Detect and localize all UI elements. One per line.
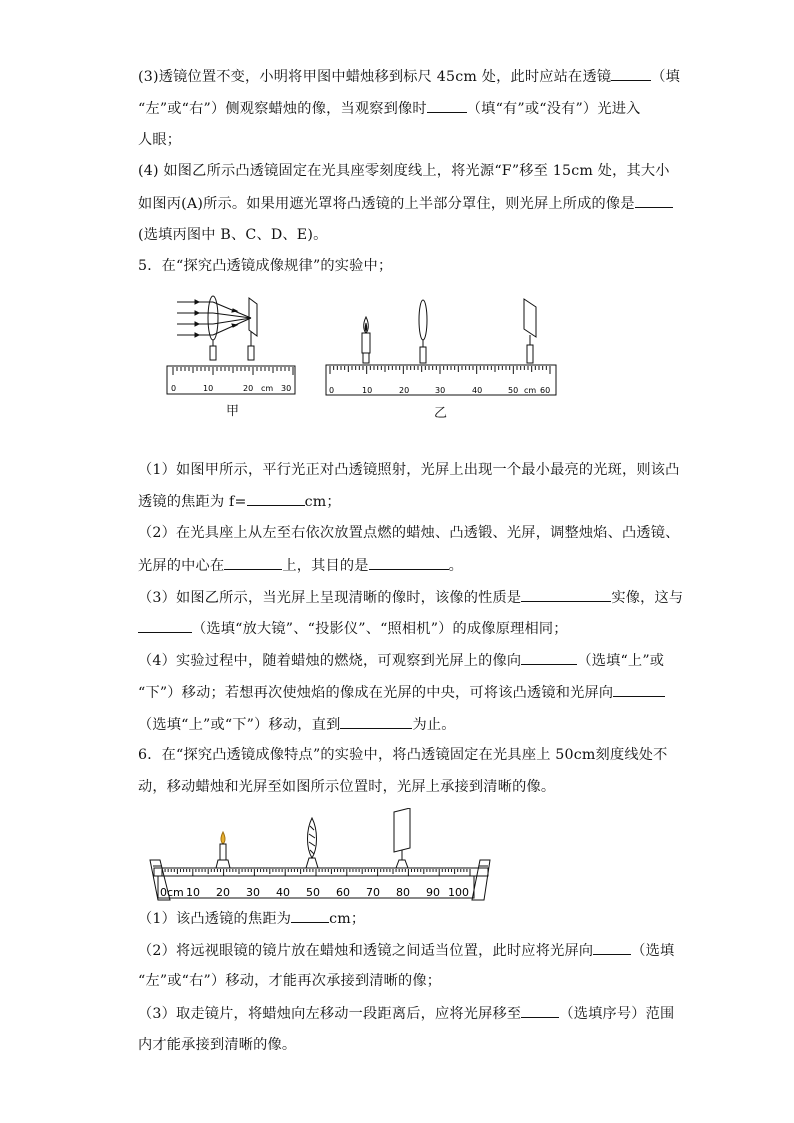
tick-label: 100 [448,886,469,899]
figure-yi [324,295,560,399]
answer-blank[interactable] [369,555,449,570]
q5-part4-line1: （4）实验过程中，随着蜡烛的燃烧，可观察到光屏上的像向 （选填“上”或 [138,650,664,671]
answer-blank[interactable] [613,682,665,697]
tick-label: 70 [366,886,380,899]
tick-label: 30 [246,886,260,899]
answer-blank[interactable] [224,555,282,570]
tick-label: 0 [329,386,335,395]
answer-blank[interactable] [593,940,631,955]
q4-part3-line3: 人眼； [138,132,182,148]
tick-label: 50 [306,886,320,899]
q6-part2-line1: （2）将远视眼镜的镜片放在蜡烛和透镜之间适当位置，此时应将光屏向 （选填 [138,940,674,961]
q4-part3-line2: “左”或“右”）侧观察蜡烛的像，当观察到像时 （填“有”或“没有”）光进入 [138,98,641,119]
answer-blank[interactable] [340,714,412,729]
q4-part4-line2: 如图丙(A)所示。如果用遮光罩将凸透镜的上半部分罩住，则光屏上所成的像是 [138,193,673,214]
q5-part1-line2: 透镜的焦距为 f= cm； [138,491,341,512]
q6-part2-line2: “左”或“右”）移动，才能再次承接到清晰的像； [138,973,442,989]
tick-label: 20 [243,384,254,393]
tick-label: 20 [399,386,410,395]
figure-jia [165,290,299,398]
answer-blank[interactable] [611,66,651,81]
q6-part3-line1: （3）取走镜片，将蜡烛向左移动一段距离后，应将光屏移至 （选填序号）范围 [138,1003,674,1024]
answer-blank[interactable] [138,618,192,633]
q5-part4-line3: （选填“上”或“下”）移动，直到 为止。 [138,714,456,735]
tick-label: 40 [276,886,290,899]
q5-part4-line2: “下”）移动；若想再次使烛焰的像成在光屏的中央，可将该凸透镜和光屏向 [138,682,665,703]
q6-part1: （1）该凸透镜的焦距为 cm； [138,908,365,929]
q6-title-line1: 6．在“探究凸透镜成像特点”的实验中，将凸透镜固定在光具座上 50cm刻度线处不 [138,747,668,763]
tick-label: 90 [426,886,440,899]
q5-title: 5．在“探究凸透镜成像规律”的实验中； [138,258,393,274]
q5-part3-line2: （选填“放大镜”、“投影仪”、“照相机”）的成像原理相同； [138,618,568,639]
q5-part1-line1: （1）如图甲所示，平行光正对凸透镜照射，光屏上出现一个最小最亮的光斑，则该凸 [138,462,680,478]
q6-title-line2: 动，移动蜡烛和光屏至如图所示位置时，光屏上承接到清晰的像。 [138,779,556,795]
tick-label: 0 [171,384,177,393]
q4-part3-line1: (3)透镜位置不变，小明将甲图中蜡烛移到标尺 45cm 处，此时应站在透镜 （填 [138,66,680,87]
tick-label: 80 [396,886,410,899]
q5-part2-line2: 光屏的中心在 上，其目的是 。 [138,555,463,576]
q4-part4-line3: (选填丙图中 B、C、D、E)。 [138,227,328,243]
tick-label: 30 [435,386,446,395]
tick-label: 10 [203,384,214,393]
tick-label: 60 [540,386,551,395]
q6-part3-line2: 内才能承接到清晰的像。 [138,1037,297,1053]
answer-blank[interactable] [427,98,467,113]
tick-label: 0cm [160,886,184,899]
answer-blank[interactable] [291,908,329,923]
tick-label: cm [524,386,537,395]
figure-jia-caption: 甲 [226,404,240,419]
answer-blank[interactable] [521,650,577,665]
q5-part3-line1: （3）如图乙所示，当光屏上呈现清晰的像时，该像的性质是 实像，这与 [138,587,683,608]
q5-part2-line1: （2）在光具座上从左至右依次放置点燃的蜡烛、凸透锻、光屏，调整烛焰、凸透镜、 [138,525,680,541]
tick-label: 40 [472,386,483,395]
tick-label: 30 [281,384,292,393]
figure-optical-bench [148,808,494,904]
figure-yi-caption: 乙 [434,406,448,421]
answer-blank[interactable] [635,193,673,208]
q4-part4-line1: (4) 如图乙所示凸透镜固定在光具座零刻度线上，将光源“F”移至 15cm 处，其大小 [138,163,670,179]
tick-label: 10 [362,386,373,395]
tick-label: 60 [336,886,350,899]
tick-label: 20 [216,886,230,899]
answer-blank[interactable] [247,491,305,506]
answer-blank[interactable] [521,1003,559,1018]
tick-label: 10 [186,886,200,899]
tick-label: 50 [508,386,519,395]
tick-label: cm [261,384,274,393]
answer-blank[interactable] [521,587,611,602]
